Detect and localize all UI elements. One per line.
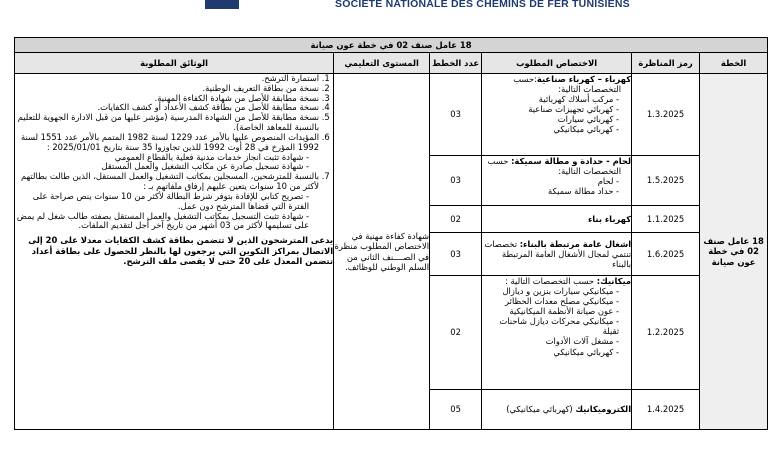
specialty-item: - لحام [597,176,620,187]
table-row [15,74,768,156]
specialty-cell [482,156,632,206]
recruitment-table [14,37,768,430]
page-header [0,0,780,34]
code-cell: 1.6.2025 [632,233,700,276]
doc-subitem: - شهادة تثبت التسجيل بمكاتب التشغيل والعمل المستقل بصفته طالب شغل لم يمض على تسليمها لأكثر من 03 أشهر من تاريخ آخر أجل لتقديم الملفات. [16,210,310,231]
doc-item: 1. استمارة الترشح. [15,74,319,84]
docs-list [15,74,333,231]
doc-item: 4. نسخة مطابقة للأصل من بطاقة كشف الأعداد أو كشف الكفايات. [15,103,319,113]
doc-item: 5. نسخة مطابقة للأصل من الشهادة المدرسية (مؤشر عليها من قبل الادارة الجهوية للتعليم بالنسبة للمعاهد الخاصة). [15,113,319,133]
specialty-subtitle: تنتمي لمجال الأشغال العامة المرتبطة بالبناء [501,248,632,270]
plan-cell: 18 عامل صنف 02 في خطة عون صيانة [700,74,768,430]
code-cell: 1.3.2025 [632,74,700,156]
specialty-item: - كهربائي تجهيزات صناعية [528,104,620,115]
specialty-cell: كهرباء – كهرباء صناعية:حسب التخصصات التالية: - مركب أسلاك كهربائية - كهربائي تجهيزات صناعية - كهربائي سيارات - كهربائي ميكانيكي [482,74,632,156]
col-header-docs: الوثائق المطلوبة [15,53,334,74]
specialty-item: - عون صيانة الأنظمة الميكانيكية [509,306,620,317]
specialty-item: - مشغل آلات الأدوات [545,336,620,347]
doc-subitem: - شهادة تثبت انجاز خدمات مدنية فعلية بالقطاع العمومي [114,151,310,162]
specialty-item: - ميكانيكي مصلح معدات الحظائر [505,296,620,307]
specialty-suffix: (كهربائي ميكانيكي) [506,404,573,415]
doc-subitem: - شهادة تسجيل صادرة عن مكاتب التشغيل والعمل المستقل [101,161,310,172]
specialty-cell [482,390,632,430]
company-name: SOCIETE NATIONALE DES CHEMINS DE FER TUNISIENS [335,0,630,10]
specialty-item: - ميكانيكي سيارات بنزين و ديازال [502,286,620,297]
specialty-title: لحام - حدادة و مطالة سميكة: [511,156,632,166]
specialty-cell [482,276,632,390]
specialty-suffix: حسب التخصصات التالية : [505,276,595,286]
code-cell: 1.2.2025 [632,276,700,390]
specialty-item: - مركب أسلاك كهربائية [538,94,620,105]
specialty-item: - ميكانيكي محركات ديازل شاحنات ثقيلة [499,316,620,337]
specialty-item: - حداد مطالة سميكة [547,186,620,197]
code-cell: 1.4.2025 [632,390,700,430]
code-cell: 1.1.2025 [632,206,700,233]
level-cell: شهادة كفاءة مهنية في الاختصاص المطلوب منظرة في الصــــنف الثاني من السلم الوطني للوظائف. [334,74,430,430]
specialty-title: كهرباء – كهرباء صناعية [536,74,632,84]
doc-subitem: - تصريح كتابي للإفادة بتوفر شرط البطالة لأكثر من 10 سنوات ينص صراحة على الفترة التي قضاها المترشح دون عمل. [32,190,310,211]
specialty-cell [482,206,632,233]
specialty-item: - كهربائي ميكانيكي [553,346,620,357]
doc-item: 3. نسخة مطابقة للأصل من شهادة الكفاءة المهنية. [15,94,319,104]
specialty-title: اشغال عامة مرتبطة بالبناء: [519,238,632,249]
count-cell: 02 [430,206,482,233]
count-cell: 02 [430,276,482,390]
specialty-suffix: حسب [513,74,535,84]
count-cell: 03 [430,233,482,276]
specialty-title: كهرباء بناء [587,213,632,224]
count-cell: 03 [430,74,482,156]
company-logo [205,0,239,9]
specialty-subtitle: التخصصات التالية: [558,166,622,177]
docs-cell [15,74,334,430]
col-header-level: المستوى التعليمي [334,53,430,74]
specialty-subtitle: التخصصات التالية: [558,84,622,95]
specialty-cell [482,233,632,276]
specialty-suffix: حسب [487,156,509,166]
specialty-suffix: تخصصات [484,238,518,249]
col-header-specialty: الاختصاص المطلوب [482,53,632,74]
specialty-title: ميكانيك: [596,276,632,286]
code-cell: 1.5.2025 [632,156,700,206]
col-header-plan: الخطة [700,53,768,74]
col-header-code: رمز المناظرة [632,53,700,74]
count-cell: 03 [430,156,482,206]
docs-note: يدعى المترشحون الذين لا تتضمن بطاقة كشف الكفايات معدلا على 20 إلى الاتصال بمراكز التكوين التي يرجعون لها بالنظر للحصول على بطاقة أعداد تتضمن المعدل على 20 حتى لا يقصى ملف الترشح. [28,235,334,267]
col-header-count: عدد الخطط [430,53,482,74]
specialty-title: الكتروميكانيك [575,404,632,415]
specialty-item: - كهربائي سيارات [557,114,620,125]
table-title: 18 عامل صنف 02 في خطة عون صيانة [15,38,768,53]
doc-item: 2. نسخة من بطاقة التعريف الوطنية. [15,84,319,94]
doc-item: 6. المؤيدات المنصوص عليها بالأمر عدد 1229 لسنة 1982 المتمم بالأمر عدد 1551 لسنة 1992 المؤرخ في 28 أوت 1992 للذين تجاوزوا 35 سنة بتاريخ 2025/01/01 : - شهادة تثبت انجاز خدمات مدنية فعلية بالقطاع العمومي - شهادة تسجيل صادرة عن مكاتب التشغيل والعمل المستقل [15,133,319,172]
count-cell: 05 [430,390,482,430]
doc-item: 7. بالنسبة للمترشحين، المسجلين بمكاتب التشغيل والعمل المستقل، الذين طالت بطالتهم لأكثر من 10 سنوات يتعين عليهم إرفاق ملفاتهم بـ : - تصريح كتابي للإفادة بتوفر شرط البطالة لأكثر من 10 سنوات ينص صراحة على الفترة التي قضاها المترشح دون عمل. - شهادة تثبت التسجيل بمكاتب التشغيل والعمل المستقل بصفته طالب شغل لم يمض على تسليمها لأكثر من 03 أشهر من تاريخ آخر أجل لتقديم الملفات. [15,172,319,231]
specialty-item: - كهربائي ميكانيكي [553,124,620,135]
